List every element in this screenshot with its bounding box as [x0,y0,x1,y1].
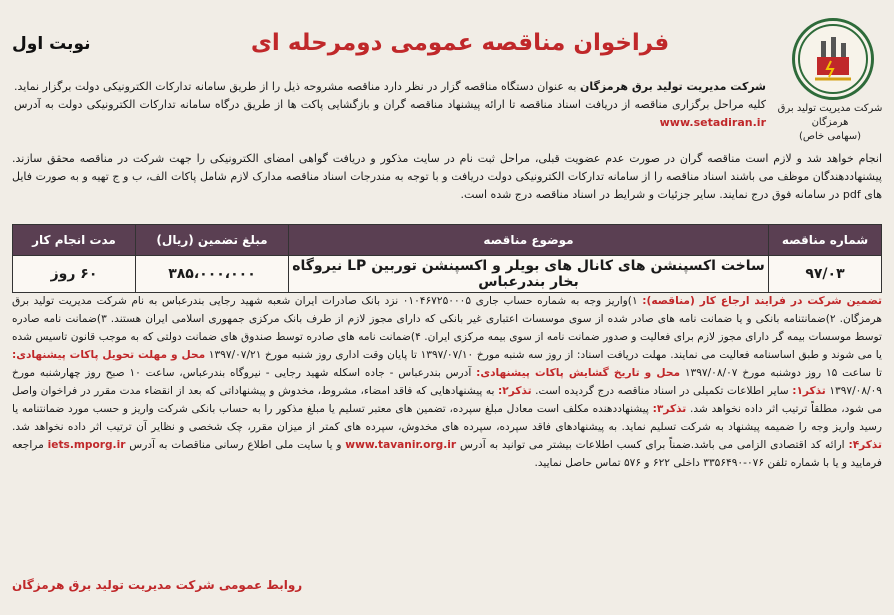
cell-number: ۹۷/۰۳ [769,256,882,293]
intro-text-1: به عنوان دستگاه مناقصه گزار در نظر دارد مناقصه مشروحه ذیل را از طریق سامانه تدارکات الکترونیکی دولت برگزار نماید. کلیه مراحل برگزاری مناقصه از دریافت اسناد مناقصه تا ارائه پیشنهاد مناقصه گران و بازگشایی پاکت ها از طریق درگاه سامانه تدارکات الکترونیکی دولت به آدرس [14,80,766,111]
note4-label: تذکر۴: [848,439,883,451]
cell-duration: ۶۰ روز [13,256,136,293]
page-title: فراخوان مناقصه عمومی دومرحله ای [250,30,670,56]
company-caption [774,102,886,144]
note3-label: تذکر۳: [652,403,687,415]
note4-text: ارائه کد اقتصادی الزامی می باشد.ضمناً برای کسب اطلاعات بیشتر می توانید به آدرس [459,439,845,451]
tavanir-link[interactable]: www.tavanir.org.ir [345,439,457,451]
edition-label: نوبت اول [12,34,91,54]
conditions-text [12,292,882,472]
note2-label: تذکر۲: [498,385,532,397]
header-guarantee: مبلغ تضمین (ریال) [136,225,289,256]
opening-label: محل و تاریخ گشایش پاکات پیشنهادی: [476,367,681,379]
intro-text-2: انجام خواهد شد و لازم است مناقصه گران در صورت عدم عضویت قبلی، مراحل ثبت نام در سایت مذکور و دریافت گواهی امضای الکترونیکی را جهت شرکت در مناقصه محقق سازند. پیشنهاددهندگان موظف می باشند اسناد مناقصه را از سامانه تدارکات الکترونیکی دولت دریافت و با توجه به مندرجات اسناد مناقصه مدارک لازم شامل پاکات الف، ب و ج تهیه و به صورت فایل های pdf در سامانه فوق درج نمایند. سایر جزئیات و شرایط در اسناد مناقصه درج شده است. [12,152,882,201]
opening-text: آدرس بندرعباس - جاده اسکله شهید رجایی - نیروگاه بندرعباس، ساعت ۱۰ صبح روز چهارشنبه مورخ ۱۳۹۷/۰۸/۰۹ [12,367,882,397]
company-name: شرکت مدیریت تولید برق هرمزگان [777,103,883,128]
mid-text: و یا سایت ملی اطلاع رسانی مناقصات به آدرس [129,439,342,451]
header-number: شماره مناقصه [769,225,882,256]
setadiran-link[interactable]: www.setadiran.ir [659,116,766,129]
table-header-row [13,225,882,256]
note3-text: پیشنهاددهنده مکلف است معادل مبلغ سپرده، تضمین های معتبر تسلیم یا مبلغ مذکور را به حساب بانکی شرکت واریز و حسب مورد ضمانتنامه یا رسید واریز وجه را ضمیمه پیشنهاد به شرکت تسلیم نماید. به پیشنهادهای فاقد سپرده، سپرده های مخدوش، سپرده های کمتر از میزان مقرر، چک شخصی و نظایر آن ترتیب اثر داده نخواهد شد. [12,403,882,433]
public-relations-signature: روابط عمومی شرکت مدیریت تولید برق هرمزگان [12,578,303,592]
deadline-text: تا ساعت ۱۵ روز دوشنبه مورخ ۱۳۹۷/۰۸/۰۷ [684,367,882,379]
company-type: (سهامی خاص) [798,131,862,142]
company-logo-icon [792,18,874,100]
cell-guarantee: ۳۸۵،۰۰۰،۰۰۰ [136,256,289,293]
note1-label: تذکر۱: [792,385,826,397]
end-text: مراجعه فرمایید و یا با شماره تلفن ۰۷۶-۳۳۵۶۴۹۰ داخلی ۶۲۲ و ۵۷۶ تماس حاصل نمایید. [12,439,882,469]
intro-paragraph-2 [12,150,882,204]
deadline-label: محل و مهلت تحویل پاکات پیشنهادی: [12,349,206,361]
note1-text: سایر اطلاعات تکمیلی در اسناد مناقصه درج گردیده است. [535,385,789,397]
iets-link[interactable]: iets.mporg.ir [47,439,126,451]
header-subject: موضوع مناقصه [289,225,769,256]
table-row [13,256,882,293]
cell-subject: ساخت اکسپنشن های کانال های بویلر و اکسپنشن توربین LP نیروگاه بخار بندرعباس [289,256,769,293]
tender-table [12,224,882,293]
intro-paragraph [14,78,766,132]
note2-text: به پیشنهادهایی که فاقد امضاء، مشروط، مخدوش و پیشنهاداتی که بعد از انقضاء مدت مقرر در فراخوان واصل می شود، مطلقاً ترتیب اثر داده نخواهد شد. [12,385,883,415]
header-duration: مدت انجام کار [13,225,136,256]
intro-company: شرکت مدیریت تولید برق هرمزگان [579,80,766,93]
guarantee-title: تضمین شرکت در فرایند ارجاع کار (مناقصه): [642,295,882,307]
guarantee-text: ۱)واریز وجه به شماره حساب جاری ۰۱۰۴۶۷۲۵۰۰۰۵ نزد بانک صادرات ایران شعبه شهید رجایی بندرعباس به نام شرکت مدیریت تولید برق هرمزگان. ۲)ضمانتنامه بانکی و یا ضمانت نامه های صادر شده از سوی موسسات اعتباری غیر بانکی که دارای مجوز لازم از طرف بانک مرکزی جمهوری اسلامی ایران هستند. ۳)ضمانت نامه صادره توسط موسسات بیمه گر دارای مجوز لازم برای فعالیت و صدور ضمانت نامه از سوی بیمه مرکزی ایران. ۴)ضمانت نامه های صادره توسط صندوق های ضمانت دولتی که به موجب قانون تاسیس شده یا می شوند و طبق اساسنامه فعالیت می نمایند. مهلت دریافت اسناد: از روز سه شنبه مورخ ۱۳۹۷/۰۷/۱۰ تا پایان وقت اداری روز شنبه مورخ ۱۳۹۷/۰۷/۲۱ [12,295,882,361]
